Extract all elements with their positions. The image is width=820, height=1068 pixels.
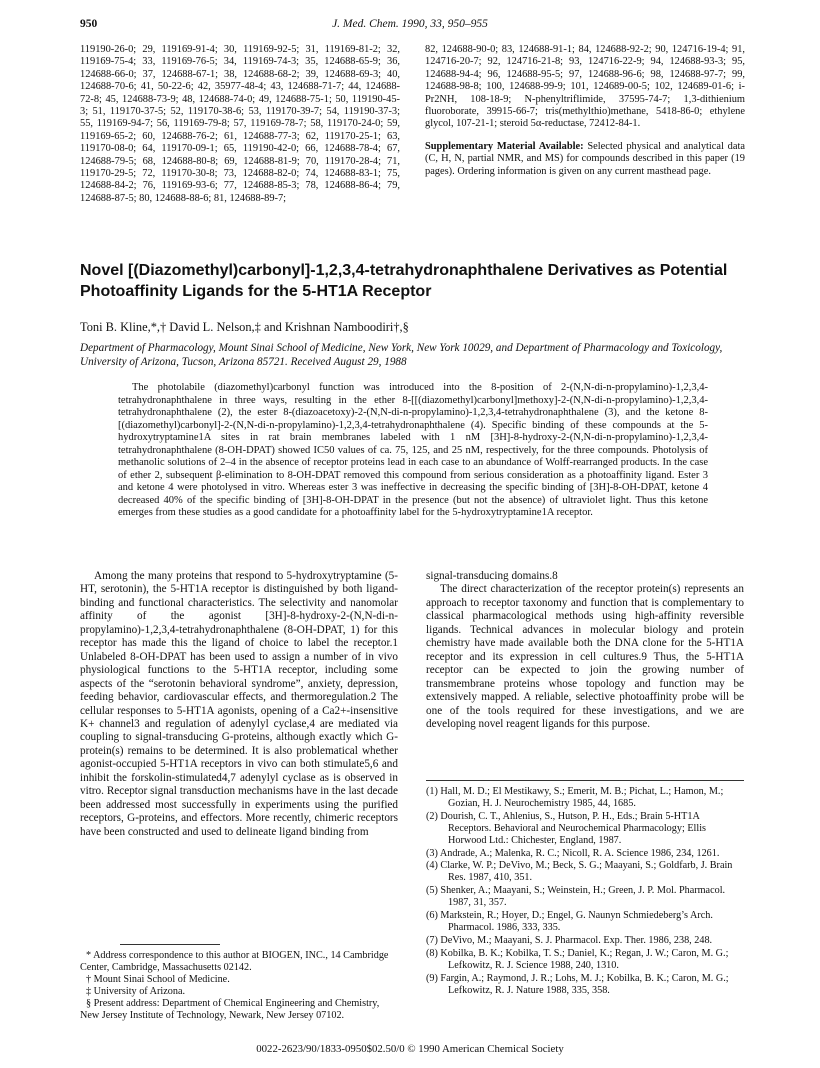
references (426, 786, 744, 997)
body-column-right (426, 570, 744, 731)
journal-citation: J. Med. Chem. 1990, 33, 950–955 (332, 18, 488, 30)
reference-5: (5) Shenker, A.; Maayani, S.; Weinstein, H.; Green, J. P. Mol. Pharmacol. 1987, 31, 357. (426, 885, 726, 909)
supplementary-text: Selected physical and analytical data (C, H, N, partial NMR, and MS) for compounds described in this paper (19 pages). Ordering information is given on any current masthead page. (425, 140, 745, 177)
footnotes (80, 950, 398, 1022)
footnote-mount-sinai: † Mount Sinai School of Medicine. (86, 974, 230, 985)
body-right-paragraph-1: signal-transducing domains.8 (426, 570, 558, 582)
reference-3: (3) Andrade, A.; Malenka, R. C.; Nicoll, R. A. Science 1986, 234, 1261. (426, 847, 720, 859)
reference-9: (9) Fargin, A.; Raymond, J. R.; Lohs, M. J.; Kobilka, B. K.; Caron, M. G.; Lefkowitz, R. J. Nature 1988, 335, 358. (426, 972, 729, 996)
previous-article-tail (80, 44, 744, 244)
references-rule (426, 780, 744, 781)
footnote-rule (120, 944, 220, 945)
authors: Toni B. Kline,*,† David L. Nelson,‡ and Krishnan Namboodiri†,§ (80, 320, 409, 334)
supplementary-label: Supplementary Material Available: (425, 140, 584, 152)
body-right-paragraph-2: The direct characterization of the receptor protein(s) represents an approach to receptor taxonomy and function that is complementary to classical pharmacological methods using high-affinity reversible ligands. Technical advances in molecular biology and protein chemistry have made available both the DNA clone for the 5-HT1A receptor and its expression in cell cultures.9 Thus, the 5-HT1A receptor can be expected to join the growing number of transmembrane proteins whose topology and function may be extensively mapped. A reliable, selective photoaffinity probe will be one of the tools required for these investigations, and we are developing novel reagent ligands for this purpose. (426, 583, 744, 730)
footnote-correspondence: * Address correspondence to this author at BIOGEN, INC., 14 Cambridge Center, Cambridge, Massachusetts 02142. (80, 950, 389, 973)
affiliation: Department of Pharmacology, Mount Sinai School of Medicine, New York, New York 10029, and Department of Pharmacology and Toxicology, University of Arizona, Tucson, Arizona 85721. Received August 29, 1988 (80, 342, 723, 368)
copyright-footer: 0022-2623/90/1833-0950$02.50/0 © 1990 American Chemical Society (256, 1043, 564, 1055)
reference-1: (1) Hall, M. D.; El Mestikawy, S.; Emerit, M. B.; Pichat, L.; Hamon, M.; Gozian, H. J. Neurochemistry 1985, 44, 1685. (426, 786, 724, 809)
reference-7: (7) DeVivo, M.; Maayani, S. J. Pharmacol. Exp. Ther. 1986, 238, 248. (426, 934, 713, 946)
registry-numbers-right: 82, 124688-90-0; 83, 124688-91-1; 84, 124688-92-2; 90, 124716-19-4; 91, 124716-20-7; 92, 124716-21-8; 93, 124716-22-9; 94, 124688-93-3; 95, 124688-94-4; 96, 124688-95-5; 97, 124688-96-6; 98, 124688-97-7; 99, 124688-98-8; 100, 124688-99-9; 101, 124689-00-5; 102, 124689-01-6; i-Pr2NH, 108-18-9; N-phenyltriflimide, 37595-74-7; 1,3-dithienium fluoroborate, 39915-66-7; tris(methylthio)methane, 5418-86-0; ethylene glycol, 107-21-1; steroid 5α-reductase, 72412-84-1. (425, 44, 745, 130)
running-header (80, 18, 740, 34)
registry-numbers-left: 119190-26-0; 29, 119169-91-4; 30, 119169-92-5; 31, 119169-81-2; 32, 119169-75-4; 33, 119169-76-5; 34, 119169-74-3; 35, 124688-65-9; 36, 124688-66-0; 37, 124688-67-1; 38, 124688-68-2; 39, 124688-69-3; 40, 124688-70-6; 41, 50-22-6; 42, 35977-48-4; 43, 124688-71-7; 44, 124688-72-8; 45, 124688-73-9; 48, 124688-74-0; 49, 124688-75-1; 50, 119190-45-3; 51, 119170-37-5; 52, 119170-38-6; 53, 119170-39-7; 54, 119190-37-3; 55, 119169-94-7; 56, 119169-79-8; 57, 119169-78-7; 58, 119170-24-0; 59, 119169-65-2; 60, 124688-76-2; 61, 124688-77-3; 62, 119170-25-1; 63, 119170-08-0; 64, 119170-09-1; 65, 119190-42-0; 66, 124688-78-4; 67, 124688-79-5; 68, 124688-80-8; 69, 124688-81-9; 70, 119170-28-4; 71, 119170-29-5; 72, 119170-30-8; 73, 124688-82-0; 74, 124688-83-1; 75, 124688-84-2; 76, 119169-93-6; 77, 124688-85-3; 78, 124688-86-4; 79, 124688-87-5; 80, 124688-88-6; 81, 124688-89-7; (80, 44, 400, 204)
registry-numbers-right-column (425, 44, 745, 178)
supplementary-material (425, 141, 745, 178)
body-column-left: Among the many proteins that respond to 5-hydroxytryptamine (5-HT, serotonin), the 5-HT1A receptor is distinguished by both ligand-binding and functional characteristics. The selectivity and nanomolar affinity of the agonist [3H]-8-hydroxy-2-(N,N-di-n-propylamino)-1,2,3,4-tetrahydronaphthalene (8-OH-DPAT, 1) for this receptor has made this the ligand of choice to label the receptor.1 Unlabeled 8-OH-DPAT has been used to assign a number of in vivo physiological functions to the 5-HT1A receptor, including some aspects of the “serotonin behavioral syndrome”, anxiety, depression, feeding behavior, cardiovascular effects, and thermoregulation.2 The cellular responses to 5-HT1A agonists, opening of a Ca2+-insensitive K+ channel3 and regulation of adenylyl cyclase,4 are mediated via coupling to signal-transducing G-proteins, although exactly which G-protein(s) remains to be determined. It is also problematical whether agonist-occupied 5-HT1A receptors in vivo can both stimulate5,6 and inhibit the forskolin-stimulated4,7 adenylyl cyclase as is observed in vitro. Receptor signal transduction mechanisms have in the last decade been addressed most successfully in experiments using the purified receptors, G-proteins, and effectors. More recently, chimeric receptors have been constructed and used to delineate ligand binding from (80, 570, 398, 838)
article-title: Novel [(Diazomethyl)carbonyl]-1,2,3,4-tetrahydronaphthalene Derivatives as Potential Photoaffinity Ligands for the 5-HT1A Receptor (80, 262, 728, 300)
reference-8: (8) Kobilka, B. K.; Kobilka, T. S.; Daniel, K.; Regan, J. W.; Caron, M. G.; Lefkowitz, R. J. Science 1988, 240, 1310. (426, 947, 729, 971)
footnote-arizona: ‡ University of Arizona. (86, 986, 186, 997)
abstract: The photolabile (diazomethyl)carbonyl function was introduced into the 8-position of 2-(N,N-di-n-propylamino)-1,2,3,4-tetrahydronaphthalene in three ways, resulting in the ether 8-[[(diazomethyl)carbonyl]methoxy]-2-(N,N-di-n-propylamino)-1,2,3,4-tetrahydronaphthalene (2), the ester 8-(diazoacetoxy)-2-(N,N-di-n-propylamino)-1,2,3,4-tetrahydronaphthalene (3), and the ketone 8-[(diazomethyl)carbonyl]-2-(N,N-di-n-propylamino)-1,2,3,4-tetrahydronaphthalene (4). Specific binding of these compounds at the 5-hydroxytryptamine1A sites in rat brain membranes labeled with 1 nM [3H]-8-hydroxy-2-(N,N-di-n-propylamino)-1,2,3,4-tetrahydronaphthalene (8-OH-DPAT) showed IC50 values of ca. 75, 125, and 25 nM, respectively, for the three compounds. Photolysis of methanolic solutions of 2–4 in the absence of receptor proteins lead in each case to an abundance of Wolff-rearranged products. In the case of ether 2, subsequent β-elimination to 8-OH-DPAT removed this compound from serious consideration as a photoaffinity ligand. Ester 3 and ketone 4 were photolysed in vitro. Whereas ester 3 was ineffective in decreasing the specific binding of [3H]-8-OH-DPAT, ketone 4 decreased 40% of the specific binding of [3H]-8-OH-DPAT in the presence (but not the absence) of ultraviolet light. Thus this ketone emerges from these studies as a good candidate for a photoaffinity label for the 5-hydroxytryptamine1A receptor. (118, 382, 708, 518)
reference-4: (4) Clarke, W. P.; DeVivo, M.; Beck, S. G.; Maayani, S.; Goldfarb, J. Brain Res. 1987, 410, 351. (426, 860, 733, 884)
reference-2: (2) Dourish, C. T., Ahlenius, S., Hutson, P. H., Eds.; Brain 5-HT1A Receptors. Behavioral and Neurochemical Pharmacology; Ellis Horwood Ltd.: Chichester, England, 1987. (426, 810, 707, 846)
page-number: 950 (80, 18, 98, 30)
reference-6: (6) Markstein, R.; Hoyer, D.; Engel, G. Naunyn Schmiedeberg’s Arch. Pharmacol. 1986, 333, 335. (426, 910, 713, 933)
footnote-present-address: § Present address: Department of Chemical Engineering and Chemistry, New Jersey Institute of Technology, Newark, New Jersey 07102. (80, 998, 380, 1021)
